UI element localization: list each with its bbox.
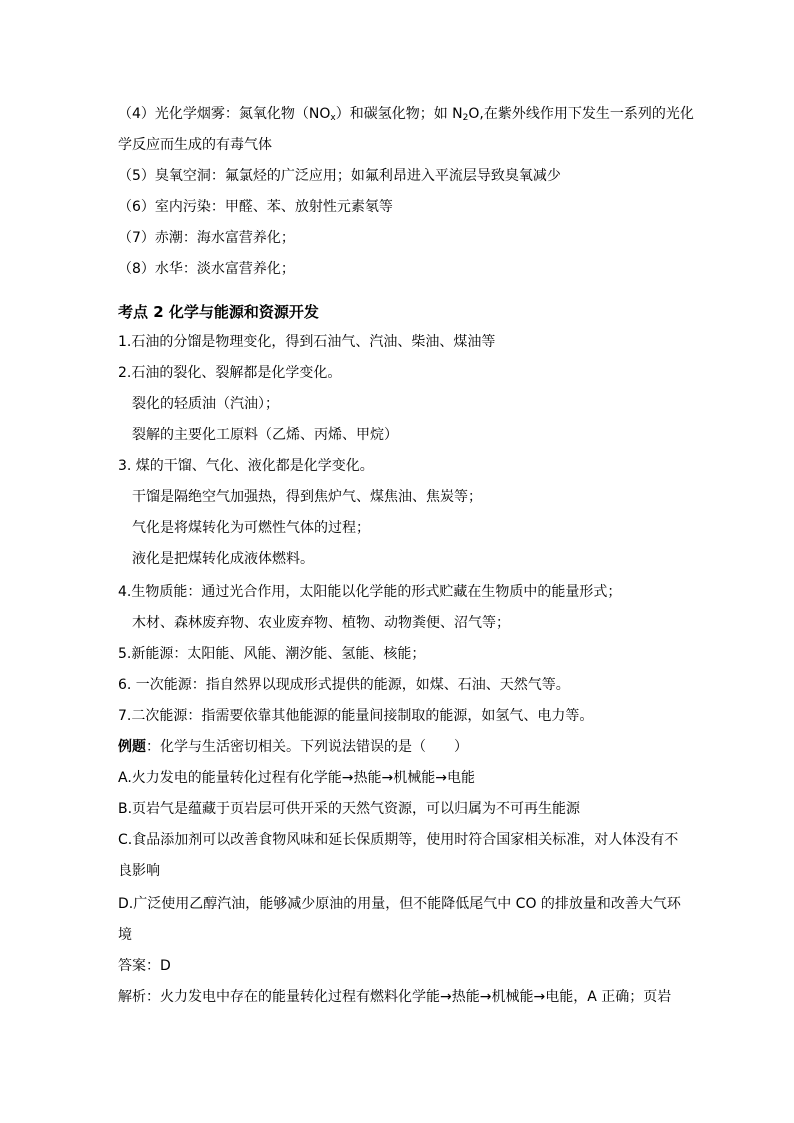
pollution-item-4-line-2: 学反应而生成的有毒气体 bbox=[118, 137, 272, 153]
point-2: 2.石油的裂化、裂解都是化学变化。 bbox=[118, 365, 342, 381]
analysis: 解析：火力发电中存在的能量转化过程有燃料化学能→热能→机械能→电能，A 正确；页岩 bbox=[118, 989, 672, 1005]
point-4: 4.生物质能：通过光合作用，太阳能以化学能的形式贮藏在生物质中的能量形式； bbox=[118, 584, 622, 600]
point-3-sub-b: 气化是将煤转化为可燃性气体的过程； bbox=[132, 520, 370, 536]
subscript-x: x bbox=[330, 113, 336, 123]
example-question bbox=[118, 738, 468, 756]
section-heading: 考点 2 化学与能源和资源开发 bbox=[118, 303, 319, 321]
example-question-text: ：化学与生活密切相关。下列说法错误的是（ ） bbox=[146, 739, 468, 755]
text-segment: O,在紫外线作用下发生一系列的光化 bbox=[468, 106, 694, 122]
option-d-line-1: D.广泛使用乙醇汽油，能够减少原油的用量，但不能降低尾气中 CO 的排放量和改善大气环 bbox=[118, 896, 681, 912]
pollution-item-4-line-1 bbox=[118, 105, 694, 123]
point-7: 7.二次能源：指需要依靠其他能源的能量间接制取的能源，如氢气、电力等。 bbox=[118, 708, 594, 724]
point-3-sub-a: 干馏是隔绝空气加强热，得到焦炉气、煤焦油、焦炭等； bbox=[132, 489, 482, 505]
point-1: 1.石油的分馏是物理变化，得到石油气、汽油、柴油、煤油等 bbox=[118, 334, 496, 350]
text-segment: ）和碳氢化物；如 N bbox=[335, 106, 463, 122]
option-c-line-1: C.食品添加剂可以改善食物风味和延长保质期等，使用时符合国家相关标准，对人体没有不 bbox=[118, 832, 679, 848]
option-d-line-2: 境 bbox=[118, 927, 132, 943]
subscript-2: 2 bbox=[462, 113, 469, 123]
answer: 答案：D bbox=[118, 958, 171, 974]
pollution-item-8: （8）水华：淡水富营养化； bbox=[118, 261, 295, 277]
option-b: B.页岩气是蕴藏于页岩层可供开采的天然气资源，可以归属为不可再生能源 bbox=[118, 801, 581, 817]
point-5: 5.新能源：太阳能、风能、潮汐能、氢能、核能； bbox=[118, 646, 426, 662]
point-3: 3. 煤的干馏、气化、液化都是化学变化。 bbox=[118, 458, 374, 474]
point-6: 6. 一次能源：指自然界以现成形式提供的能源，如煤、石油、天然气等。 bbox=[118, 677, 570, 693]
option-a: A.火力发电的能量转化过程有化学能→热能→机械能→电能 bbox=[118, 770, 475, 786]
pollution-item-5: （5）臭氧空洞：氟氯烃的广泛应用；如氟利昂进入平流层导致臭氧减少 bbox=[118, 168, 561, 184]
point-3-sub-c: 液化是把煤转化成液体燃料。 bbox=[132, 551, 314, 567]
pollution-item-7: （7）赤潮：海水富营养化； bbox=[118, 230, 295, 246]
text-segment: （4）光化学烟雾：氮氧化物（NO bbox=[118, 106, 331, 122]
example-label: 例题 bbox=[118, 739, 146, 755]
pollution-item-6: （6）室内污染：甲醛、苯、放射性元素氡等 bbox=[118, 199, 393, 215]
point-2-sub-a: 裂化的轻质油（汽油）； bbox=[132, 396, 279, 412]
option-c-line-2: 良影响 bbox=[118, 863, 160, 879]
point-2-sub-b: 裂解的主要化工原料（乙烯、丙烯、甲烷） bbox=[132, 427, 398, 443]
point-4-sub-a: 木材、森林废弃物、农业废弃物、植物、动物粪便、沼气等； bbox=[132, 615, 510, 631]
